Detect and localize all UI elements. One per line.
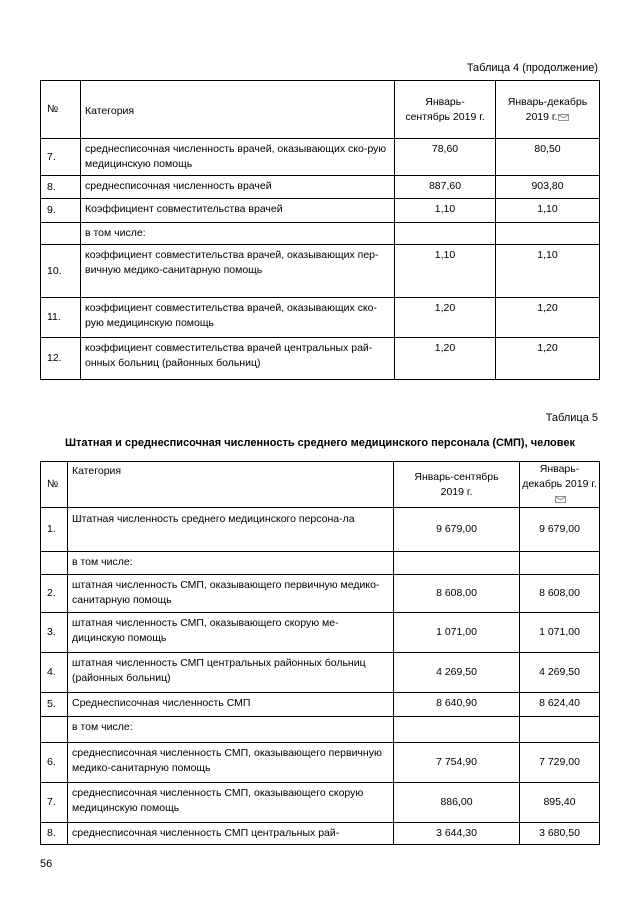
- row-value-col1: [395, 223, 496, 245]
- row-num: [41, 717, 68, 743]
- table-row: [41, 717, 600, 743]
- table4-header-col2-label: Январь-декабрь 2019 г.: [507, 95, 588, 123]
- envelope-icon: [558, 114, 569, 121]
- row-num: 8.: [41, 176, 81, 199]
- row-category: среднесписочная численность СМП, оказывающего первичную медико-санитарную помощь: [68, 743, 394, 783]
- row-category: штатная численность СМП, оказывающего первичную медико-санитарную помощь: [68, 575, 394, 613]
- table-row: [41, 613, 600, 653]
- row-value-col2: 1,20: [496, 338, 600, 380]
- row-num: 7.: [41, 139, 81, 176]
- table-row: [41, 176, 600, 199]
- row-category: коэффициент совместительства врачей центральных рай-онных больниц (районных больниц): [81, 338, 395, 380]
- table-row: [41, 653, 600, 693]
- row-value-col2: [520, 717, 600, 743]
- row-num: 4.: [41, 653, 68, 693]
- row-value-col2: 4 269,50: [520, 653, 600, 693]
- table5-header-col2: [520, 462, 600, 508]
- row-value-col1: [394, 552, 520, 575]
- row-value-col1: 7 754,90: [394, 743, 520, 783]
- row-value-col1: 9 679,00: [394, 508, 520, 552]
- table5-header-category: Категория: [68, 462, 394, 508]
- row-category: среднесписочная численность врачей, оказывающих ско-рую медицинскую помощь: [81, 139, 395, 176]
- row-category: Коэффициент совместительства врачей: [81, 199, 395, 223]
- table5-header-col2-label: Январь-декабрь 2019 г.: [522, 463, 597, 490]
- table-row: [41, 245, 600, 298]
- row-category: Среднесписочная численность СМП: [68, 693, 394, 717]
- table-row: [41, 575, 600, 613]
- row-num: [41, 223, 81, 245]
- table5-caption: Таблица 5: [545, 412, 598, 424]
- row-category: коэффициент совместительства врачей, оказывающих пер-вичную медико-санитарную помощь: [81, 245, 395, 298]
- table-row: [41, 338, 600, 380]
- row-value-col2: [520, 552, 600, 575]
- row-num: 11.: [41, 298, 81, 338]
- row-category: коэффициент совместительства врачей, оказывающих ско-рую медицинскую помощь: [81, 298, 395, 338]
- row-num: 10.: [41, 245, 81, 298]
- row-value-col1: 4 269,50: [394, 653, 520, 693]
- row-value-col2: 80,50: [496, 139, 600, 176]
- table5-title: Штатная и среднесписочная численность среднего медицинского персонала (СМП), человек: [64, 437, 576, 449]
- table-row: [41, 223, 600, 245]
- table-row: [41, 743, 600, 783]
- row-value-col1: 1,10: [395, 245, 496, 298]
- table4: [40, 80, 600, 380]
- envelope-icon: [555, 496, 566, 503]
- row-value-col1: 78,60: [395, 139, 496, 176]
- row-value-col2: 1,10: [496, 199, 600, 223]
- row-value-col2: 9 679,00: [520, 508, 600, 552]
- row-value-col2: 1,10: [496, 245, 600, 298]
- row-num: 9.: [41, 199, 81, 223]
- row-value-col2: 8 624,40: [520, 693, 600, 717]
- table4-header-row: [41, 81, 600, 139]
- row-num: 12.: [41, 338, 81, 380]
- row-value-col2: 903,80: [496, 176, 600, 199]
- row-value-col1: 8 608,00: [394, 575, 520, 613]
- row-value-col2: 8 608,00: [520, 575, 600, 613]
- table4-header-num: №: [41, 81, 81, 139]
- row-value-col1: 1 071,00: [394, 613, 520, 653]
- row-value-col2: [496, 223, 600, 245]
- row-num: 1.: [41, 508, 68, 552]
- row-value-col2: 1 071,00: [520, 613, 600, 653]
- table-row: [41, 139, 600, 176]
- row-category: Штатная численность среднего медицинского персона-ла: [68, 508, 394, 552]
- table-row: [41, 199, 600, 223]
- row-category: штатная численность СМП центральных районных больниц (районных больниц): [68, 653, 394, 693]
- row-category: штатная численность СМП, оказывающего скорую ме-дицинскую помощь: [68, 613, 394, 653]
- row-num: 2.: [41, 575, 68, 613]
- row-value-col2: 3 680,50: [520, 823, 600, 845]
- row-value-col1: 1,20: [395, 298, 496, 338]
- row-category: в том числе:: [68, 717, 394, 743]
- table4-header-col1: Январь-сентябрь 2019 г.: [395, 81, 496, 139]
- table-row: [41, 508, 600, 552]
- row-value-col1: 886,00: [394, 783, 520, 823]
- table4-header-col2: [496, 81, 600, 139]
- table-row: [41, 298, 600, 338]
- row-category: среднесписочная численность СМП центральных рай-: [68, 823, 394, 845]
- table5-header-row: [41, 462, 600, 508]
- row-category: среднесписочная численность СМП, оказывающего скорую медицинскую помощь: [68, 783, 394, 823]
- table-row: [41, 823, 600, 845]
- table-row: [41, 783, 600, 823]
- row-num: 7.: [41, 783, 68, 823]
- row-value-col2: 7 729,00: [520, 743, 600, 783]
- row-value-col1: 3 644,30: [394, 823, 520, 845]
- table4-caption: Таблица 4 (продолжение): [466, 62, 598, 74]
- table5: [40, 461, 600, 845]
- page-number: 56: [40, 858, 53, 870]
- table-row: [41, 693, 600, 717]
- row-category: среднесписочная численность врачей: [81, 176, 395, 199]
- row-value-col1: [394, 717, 520, 743]
- row-category: в том числе:: [68, 552, 394, 575]
- row-value-col1: 887,60: [395, 176, 496, 199]
- table5-header-col1: Январь-сентябрь 2019 г.: [394, 462, 520, 508]
- row-value-col2: 895,40: [520, 783, 600, 823]
- table5-header-num: №: [41, 462, 68, 508]
- row-value-col1: 1,10: [395, 199, 496, 223]
- row-num: 5.: [41, 693, 68, 717]
- row-num: 6.: [41, 743, 68, 783]
- table4-header-category: Категория: [81, 81, 395, 139]
- row-category: в том числе:: [81, 223, 395, 245]
- table-row: [41, 552, 600, 575]
- row-num: [41, 552, 68, 575]
- row-num: 8.: [41, 823, 68, 845]
- row-value-col2: 1,20: [496, 298, 600, 338]
- row-num: 3.: [41, 613, 68, 653]
- row-value-col1: 1,20: [395, 338, 496, 380]
- row-value-col1: 8 640,90: [394, 693, 520, 717]
